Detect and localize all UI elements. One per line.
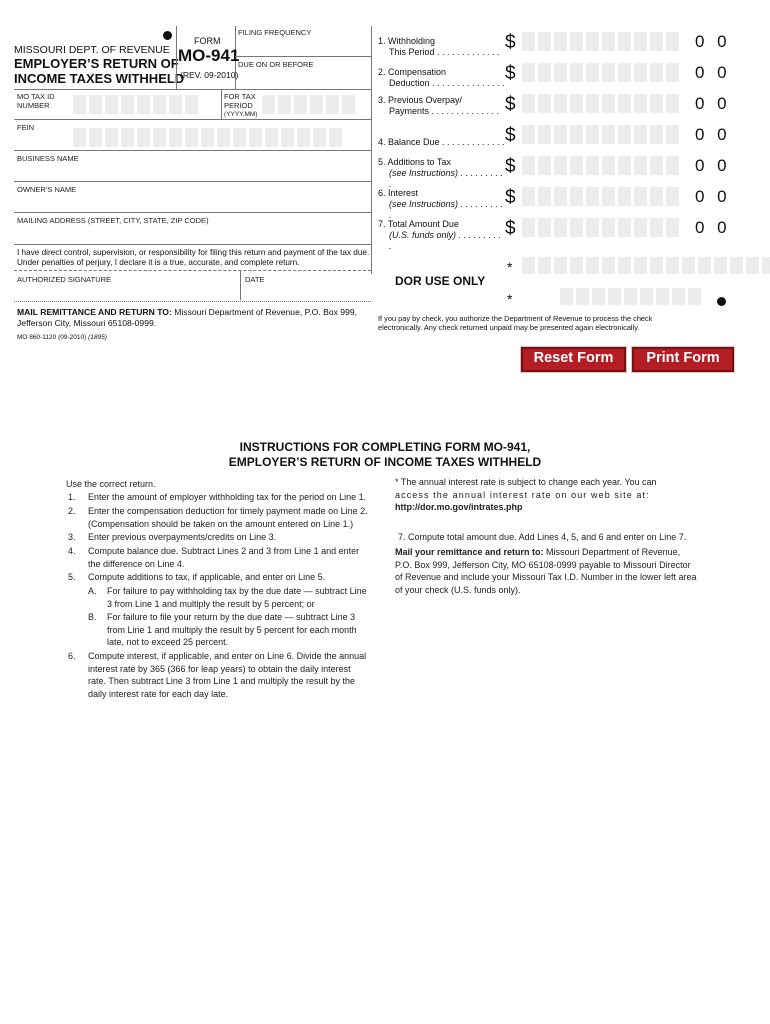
- divider: [235, 56, 371, 57]
- tax-period-label: FOR TAX PERIOD (YYYY,MM): [224, 92, 258, 118]
- line-3-label: 3. Previous Overpay/ Payments . . . . . . . . . . . . . .: [378, 95, 500, 116]
- business-name-label: BUSINESS NAME: [17, 154, 79, 163]
- line-2-label: 2. Compensation Deduction . . . . . . . . . . . . . . .: [378, 67, 505, 88]
- line-3-amount-input[interactable]: [522, 94, 679, 113]
- instruction-step-7: 7. Compute total amount due. Add Lines 4, 5, and 6 and enter on Line 7.: [398, 532, 687, 542]
- registration-mark-top: [163, 31, 172, 40]
- line-5-label: 5. Additions to Tax (see Instructions) . . . . . . . . . .: [378, 157, 504, 189]
- print-form-button[interactable]: Print Form: [632, 347, 734, 372]
- divider: [14, 119, 371, 120]
- divider: [176, 26, 177, 89]
- dor-asterisk-1: *: [507, 259, 513, 275]
- mo-tax-id-label: MO TAX ID NUMBER: [17, 92, 55, 110]
- mailing-address-input[interactable]: [15, 225, 370, 243]
- line-4-cents: 0 0: [695, 125, 731, 144]
- divider: [221, 89, 222, 119]
- form-title-line2: INCOME TAXES WITHHELD: [14, 71, 185, 86]
- line-6-amount-input[interactable]: [522, 187, 679, 206]
- line-2-cents: 0 0: [695, 63, 731, 82]
- instruction-step-4: 4. Compute balance due. Subtract Lines 2 and 3 from Line 1 and enter the difference on Line 4.: [68, 546, 360, 569]
- line-6-label: 6. Interest (see Instructions) . . . . . . . . . .: [378, 188, 504, 220]
- instruction-step-2: 2. Enter the compensation deduction for timely payment made on Line 2. (Compensation should be taken on the amount entered on Line 1.): [68, 506, 368, 529]
- mail-remittance-text: MAIL REMITTANCE AND RETURN TO: Missouri Department of Revenue, P.O. Box 999, Jefferson City, Missouri 65108-0999.: [17, 307, 358, 328]
- instruction-step-1: 1. Enter the amount of employer withholding tax for the period on Line 1.: [68, 492, 367, 502]
- line-5-amount-input[interactable]: [522, 156, 679, 175]
- line-6-cents: 0 0: [695, 187, 731, 206]
- instruction-step-3: 3. Enter previous overpayments/credits on Line 3.: [68, 532, 277, 542]
- dollar-sign: $: [505, 94, 516, 115]
- instruction-step-5a: A. For failure to pay withholding tax by the due date — subtract Line 3 from Line 1 and multiply the result by 5 percent; or: [88, 586, 367, 609]
- instructions-title: INSTRUCTIONS FOR COMPLETING FORM MO-941, EMPLOYER’S RETURN OF INCOME TAXES WITHHELD: [228, 440, 542, 469]
- instruction-step-5: 5. Compute additions to tax, if applicable, and enter on Line 5.: [68, 572, 326, 582]
- form-label: FORM: [194, 36, 221, 46]
- filing-frequency-label: FILING FREQUENCY: [238, 28, 312, 37]
- dollar-sign: $: [505, 125, 516, 146]
- dept-name: MISSOURI DEPT. OF REVENUE: [14, 44, 170, 56]
- instruction-step-6: 6. Compute interest, if applicable, and enter on Line 6. Divide the annual interest rate by 365 (366 for leap years) to obtain the daily interest rate. Then subtract Line 3 from Line 1 and multiply the result by the daily interest rate for each day late.: [68, 651, 367, 699]
- line-4-label: 4. Balance Due . . . . . . . . . . . . .: [378, 137, 505, 147]
- mail-instructions: Mail your remittance and return to: Missouri Department of Revenue, P.O. Box 999, Jefferson City, MO 65108-0999 payable to Missouri Director of Revenue and include your Missouri Tax I.D. Number in the lower left area of your check (U.S. funds only).: [395, 547, 697, 595]
- form-id: MO 860-1120 (09-2010) (1895): [17, 334, 107, 341]
- owners-name-label: OWNER’S NAME: [17, 185, 77, 194]
- line-7-amount-input[interactable]: [522, 218, 679, 237]
- line-5-cents: 0 0: [695, 156, 731, 175]
- fein-input[interactable]: [73, 128, 342, 147]
- reset-form-button[interactable]: Reset Form: [521, 347, 626, 372]
- divider: [14, 181, 371, 182]
- divider: [371, 26, 372, 274]
- line-4-amount-input[interactable]: [522, 125, 679, 144]
- line-1-label: 1. Withholding This Period . . . . . . . . . . . . .: [378, 36, 500, 57]
- dor-use-boxes-1: [522, 257, 770, 274]
- dollar-sign: $: [505, 32, 516, 53]
- line-3-cents: 0 0: [695, 94, 731, 113]
- dor-asterisk-2: *: [507, 291, 513, 307]
- dollar-sign: $: [505, 156, 516, 177]
- form-number: MO-941: [178, 46, 240, 65]
- dollar-sign: $: [505, 218, 516, 239]
- date-label: DATE: [245, 275, 265, 284]
- dor-use-only-label: DOR USE ONLY: [395, 274, 486, 288]
- fein-label: FEIN: [17, 123, 35, 132]
- divider: [14, 301, 371, 302]
- line-7-label: 7. Total Amount Due (U.S. funds only) . . . . . . . . . .: [378, 219, 502, 251]
- divider: [14, 212, 371, 213]
- line-7-cents: 0 0: [695, 218, 731, 237]
- dollar-sign: $: [505, 63, 516, 84]
- declaration-text: I have direct control, supervision, or responsibility for filing this return and payment of the tax due. Under penalties of perjury, I declare it is a true, accurate, and complete return.: [17, 248, 370, 267]
- signature-label: AUTHORIZED SIGNATURE: [17, 275, 112, 284]
- line-2-amount-input[interactable]: [522, 63, 679, 82]
- dollar-sign: $: [505, 187, 516, 208]
- dor-use-boxes-2: [560, 288, 701, 305]
- mo-tax-id-input[interactable]: [73, 95, 198, 114]
- form-revision: (REV. 09-2010): [180, 70, 239, 80]
- divider: [14, 150, 371, 151]
- divider: [14, 89, 371, 90]
- divider: [14, 244, 371, 245]
- instructions-intro: Use the correct return.: [66, 479, 156, 489]
- line-1-cents: 0 0: [695, 32, 731, 51]
- business-name-input[interactable]: [15, 163, 370, 180]
- signature-input[interactable]: [15, 285, 239, 299]
- divider: [14, 270, 371, 271]
- check-authorization-note: If you pay by check, you authorize the Department of Revenue to process the check electronically. Any check returned unpaid may be presented again electronically.: [378, 314, 653, 332]
- instruction-step-5b: B. For failure to file your return by the due date — subtract Line 3 from Line 1 and multiply the result by 5 percent for each month late, not to exceed 25 percent.: [88, 612, 357, 648]
- mailing-address-label: MAILING ADDRESS (STREET, CITY, STATE, ZIP CODE): [17, 216, 209, 225]
- divider: [240, 270, 241, 300]
- tax-period-input[interactable]: [262, 95, 355, 114]
- owners-name-input[interactable]: [15, 194, 370, 211]
- date-input[interactable]: [242, 285, 370, 299]
- form-title-line1: EMPLOYER’S RETURN OF: [14, 56, 179, 71]
- registration-mark-right: [717, 297, 726, 306]
- interest-rate-note: * The annual interest rate is subject to change each year. You can access the annual interest rate on our web site at: http://dor.mo.gov/intrates.php: [395, 477, 657, 513]
- due-date-label: DUE ON OR BEFORE: [238, 60, 314, 69]
- line-1-amount-input[interactable]: [522, 32, 679, 51]
